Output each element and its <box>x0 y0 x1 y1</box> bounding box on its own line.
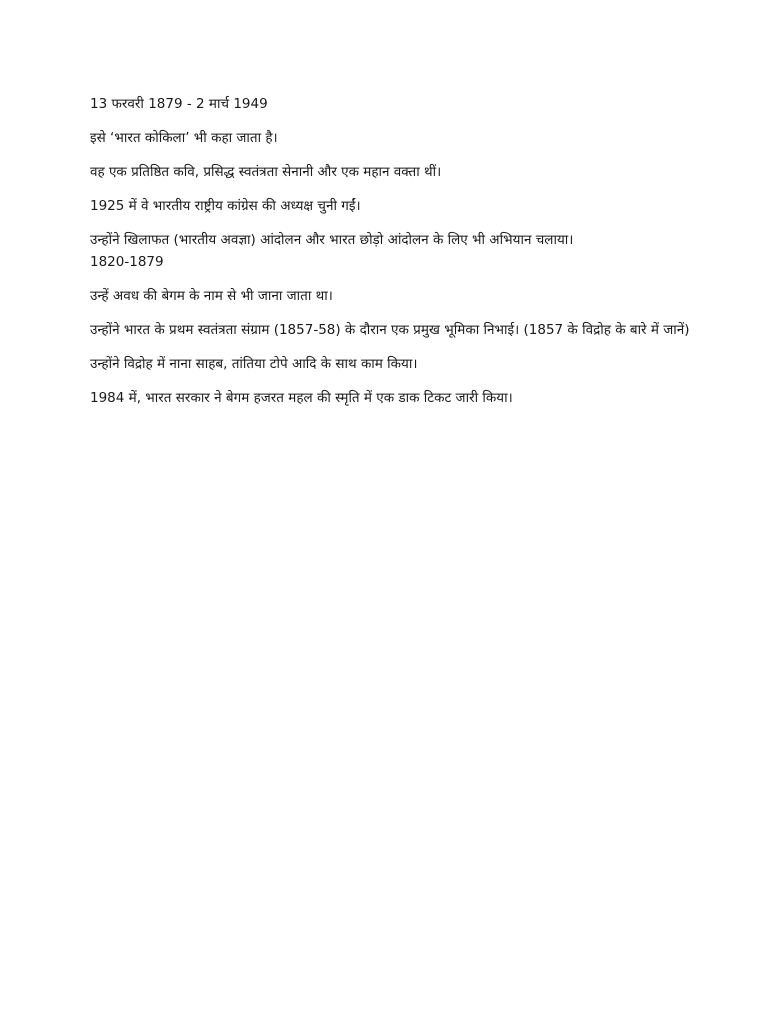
date-range-line: 13 फरवरी 1879 - 2 मार्च 1949 <box>90 96 268 112</box>
begum-of-awadh-line: उन्हें अवध की बेगम के नाम से भी जाना जाता था। <box>90 288 333 304</box>
document-body <box>90 93 710 421</box>
movements-line: उन्होंने खिलाफत (भारतीय अवज्ञा) आंदोलन और भारत छोड़ो आंदोलन के लिए भी अभियान चलाया। 1820-1879 <box>90 232 574 270</box>
description-line: वह एक प्रतिष्ठित कवि, प्रसिद्ध स्वतंत्रता सेनानी और एक महान वक्ता थीं। <box>90 164 442 180</box>
rebellion-work-line: उन्होंने विद्रोह में नाना साहब, तांतिया टोपे आदि के साथ काम किया। <box>90 356 418 372</box>
nickname-line: इसे ‘भारत कोकिला’ भी कहा जाता है। <box>90 130 278 146</box>
congress-president-line: 1925 में वे भारतीय राष्ट्रीय कांग्रेस की अध्यक्ष चुनी गईं। <box>90 198 361 214</box>
first-war-of-independence-line: उन्होंने भारत के प्रथम स्वतंत्रता संग्राम (1857-58) के दौरान एक प्रमुख भूमिका निभाई। (1857 के विद्रोह के बारे में जानें) <box>90 322 690 338</box>
postage-stamp-line: 1984 में, भारत सरकार ने बेगम हजरत महल की स्मृति में एक डाक टिकट जारी किया। <box>90 390 513 406</box>
